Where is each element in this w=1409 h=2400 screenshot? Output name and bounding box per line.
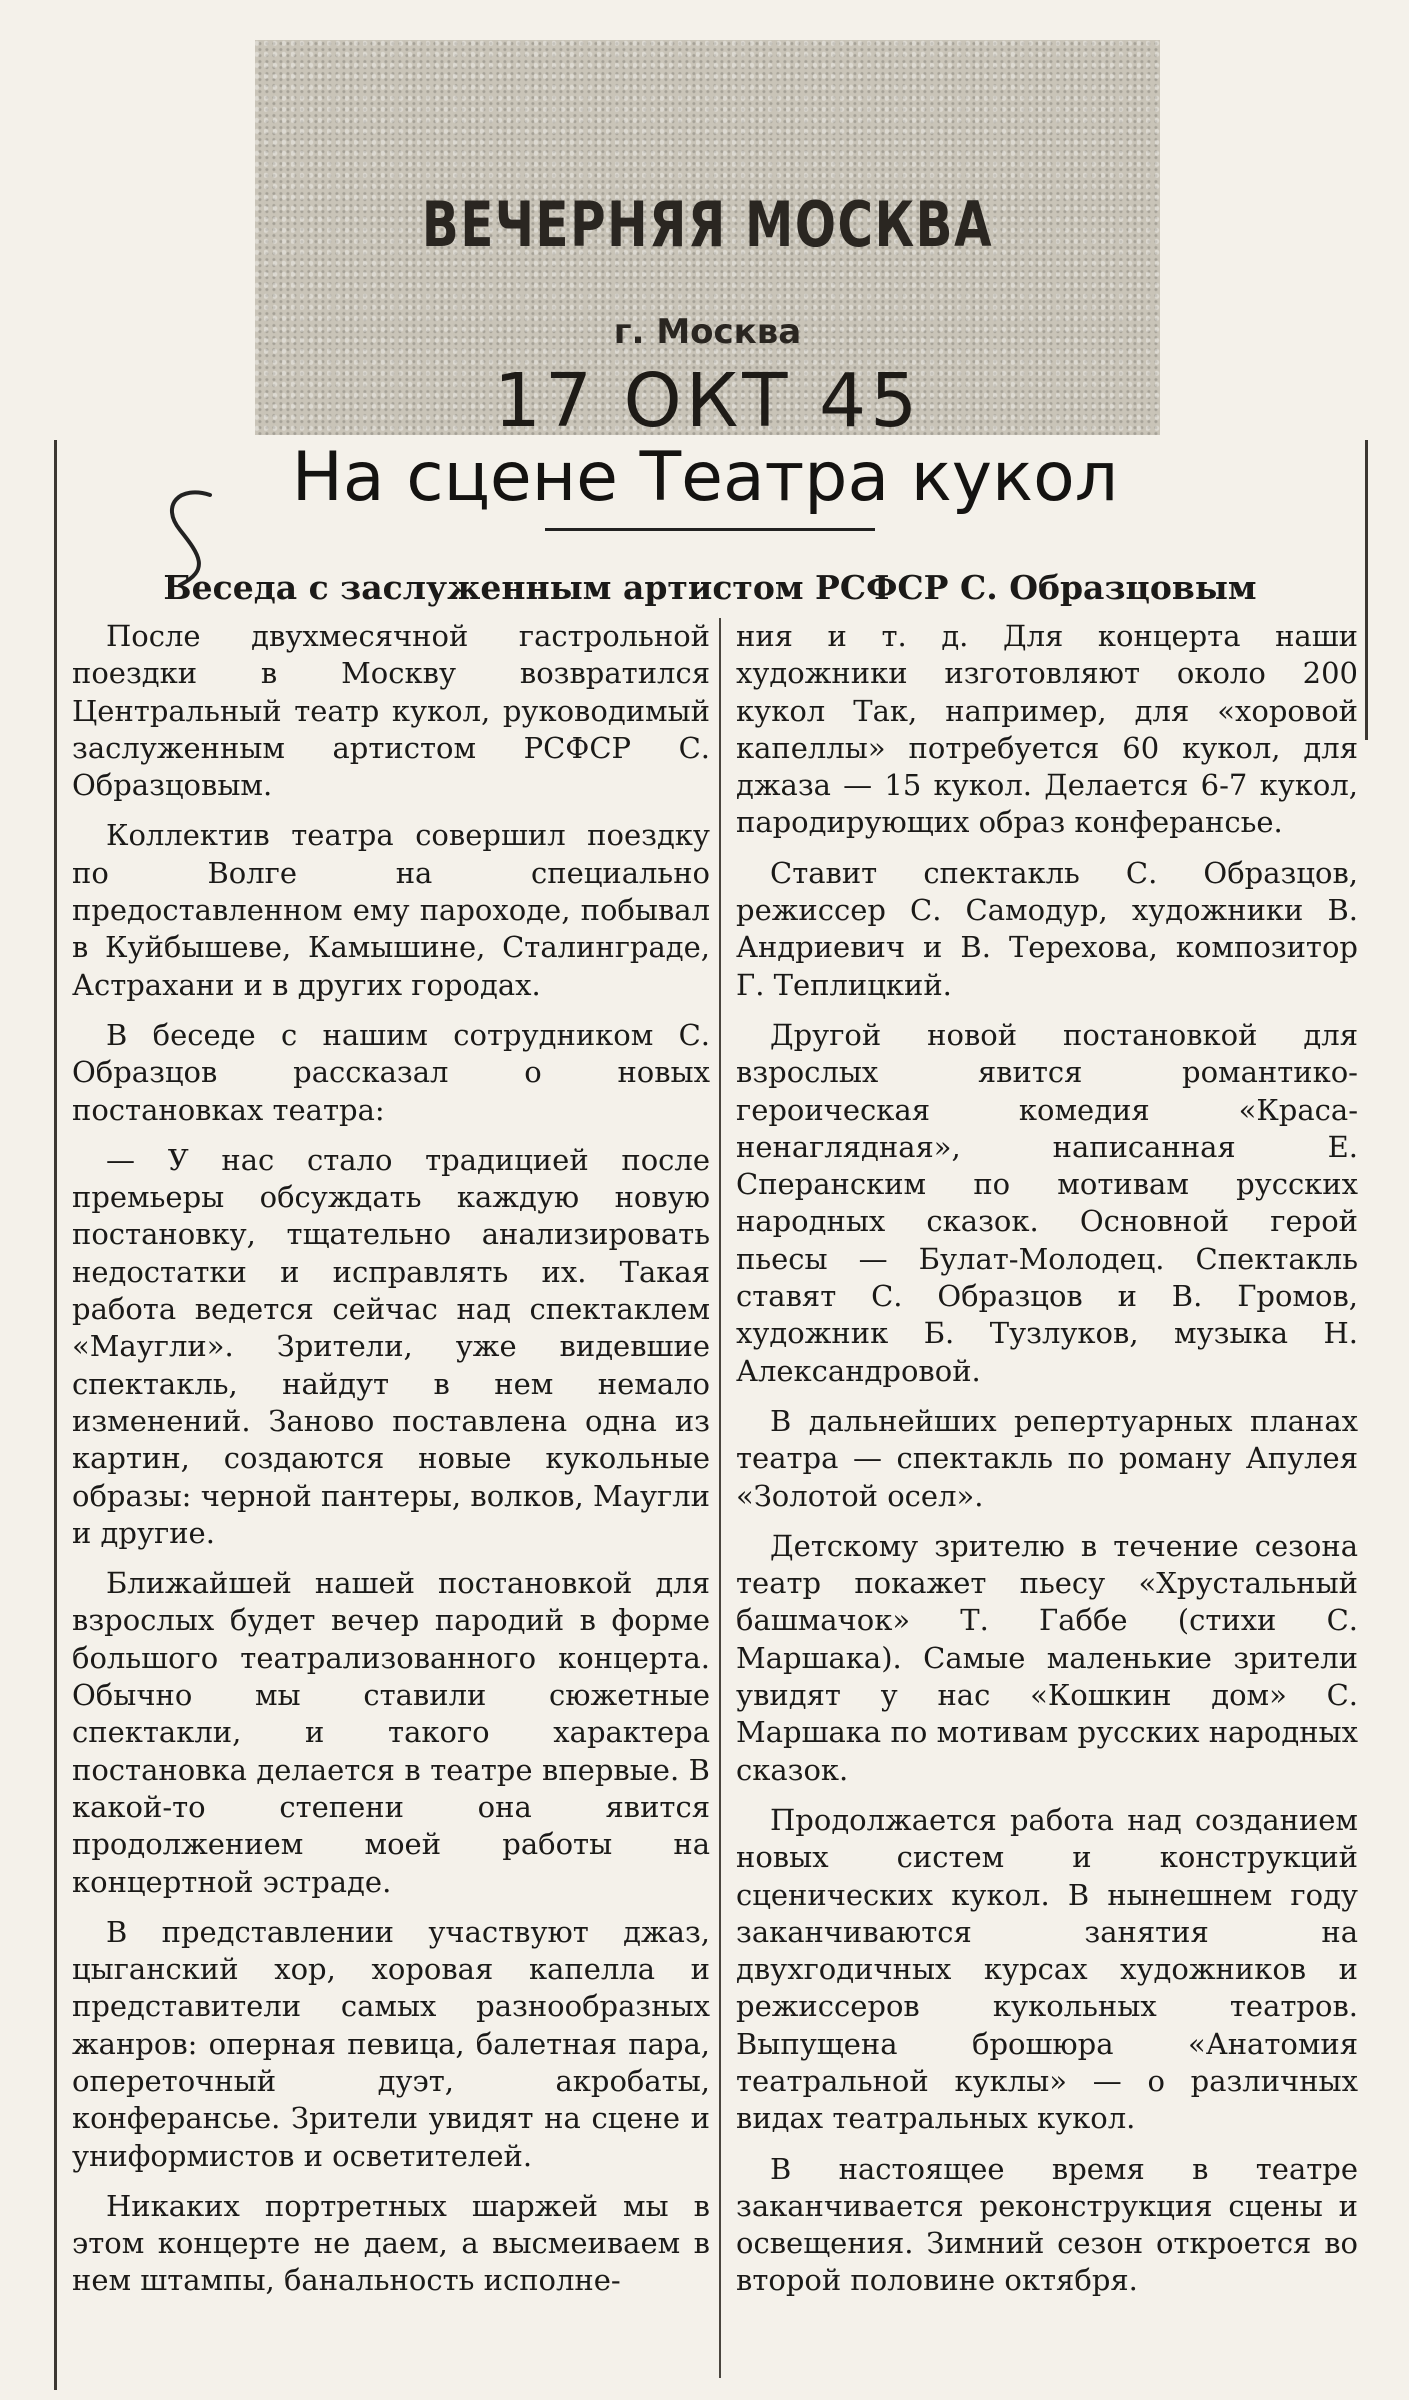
- headline-underline: [545, 528, 875, 531]
- paragraph: Детскому зрителю в течение сезона театр покажет пьесу «Хрустальный башмачок» Т. Габбе (стихи С. Маршака). Самые маленькие зрители увидят у нас «Кошкин дом» С. Маршака по мотивам русских народных сказок.: [736, 1528, 1358, 1787]
- column-divider: [719, 618, 721, 2378]
- paragraph-continuation: ния и т. д. Для концерта наши художники изготовляют около 200 кукол Так, например, для «хоровой капеллы» потребуется 60 кукол, для джаза — 15 кукол. Делается 6-7 кукол, пародирующих образ конферансье.: [736, 619, 1358, 840]
- paragraph: В представлении участвуют джаз, цыганский хор, хоровая капелла и представители самых разнообразных жанров: оперная певица, балетная пара, опереточный дуэт, акробаты, конферансье. Зрители увидят на сцене и униформистов и осветителей.: [72, 1914, 710, 2173]
- article-headline: На сцене Театра кукол: [291, 438, 1119, 517]
- paragraph: Ближайшей нашей постановкой для взрослых будет вечер пародий в форме большого театрализованного концерта. Обычно мы ставили сюжетные спектакли, и такого характера постановка делается в театре впервые. В какой-то степени она явится продолжением моей работы на концертной эстраде.: [72, 1566, 710, 1899]
- paragraph: После двухмесячной гастрольной поездки в Москву возвратился Центральный театр кукол, руководимый заслуженным артистом РСФСР С. Образцовым.: [72, 619, 710, 803]
- left-border-rule: [54, 440, 57, 2390]
- stamp-city: г. Москва: [613, 312, 802, 352]
- paragraph: Ставит спектакль С. Образцов, режиссер С. Самодур, художники В. Андриевич и В. Терехова, композитор Г. Теплицкий.: [736, 855, 1358, 1002]
- paragraph: В дальнейших репертуарных планах театра — спектакль по роману Апулея «Золотой осел».: [736, 1403, 1358, 1513]
- right-border-rule: [1365, 440, 1368, 740]
- stamp-date: 17 ОКТ 45: [493, 358, 922, 444]
- paragraph: — У нас стало традицией после премьеры обсуждать каждую новую постановку, тщательно анализировать недостатки и исправлять их. Такая работа ведется сейчас над спектаклем «Маугли». Зрители, уже видевшие спектакль, найдут в нем немало изменений. Заново поставлена одна из картин, создаются новые кукольные образы: черной пантеры, волков, Маугли и другие.: [72, 1142, 710, 1550]
- paragraph: В настоящее время в театре заканчивается реконструкция сцены и освещения. Зимний сезон откроется во второй половине октября.: [736, 2151, 1358, 2298]
- paragraph: Другой новой постановкой для взрослых явится романтико-героическая комедия «Краса-ненаглядная», написанная Е. Сперанским по мотивам русских народных сказок. Основной герой пьесы — Булат-Молодец. Спектакль ставят С. Образцов и В. Громов, художник Б. Тузлуков, музыка Н. Александровой.: [736, 1017, 1358, 1388]
- paragraph: Продолжается работа над созданием новых систем и конструкций сценических кукол. В нынешнем году заканчиваются занятия на двухгодичных курсах художников и режиссеров кукольных театров. Выпущена брошюра «Анатомия театральной куклы» — о различных видах театральных кукол.: [736, 1802, 1358, 2136]
- article-subheadline: Беседа с заслуженным артистом РСФСР С. Образцовым: [163, 568, 1257, 607]
- paragraph: В беседе с нашим сотрудником С. Образцов рассказал о новых постановках театра:: [72, 1017, 710, 1127]
- newspaper-stamp: [255, 40, 1160, 444]
- paragraph: Коллектив театра совершил поездку по Волге на специально предоставленном ему пароходе, побывал в Куйбышеве, Камышине, Сталинграде, Астрахани и в других городах.: [72, 818, 710, 1002]
- paragraph: Никаких портретных шаржей мы в этом концерте не даем, а высмеиваем в нем штампы, банальность исполне-: [72, 2188, 710, 2298]
- stamp-newspaper-name: ВЕЧЕРНЯЯ МОСКВА: [421, 188, 994, 261]
- right-column: [736, 618, 1358, 2313]
- left-column: [72, 618, 710, 2313]
